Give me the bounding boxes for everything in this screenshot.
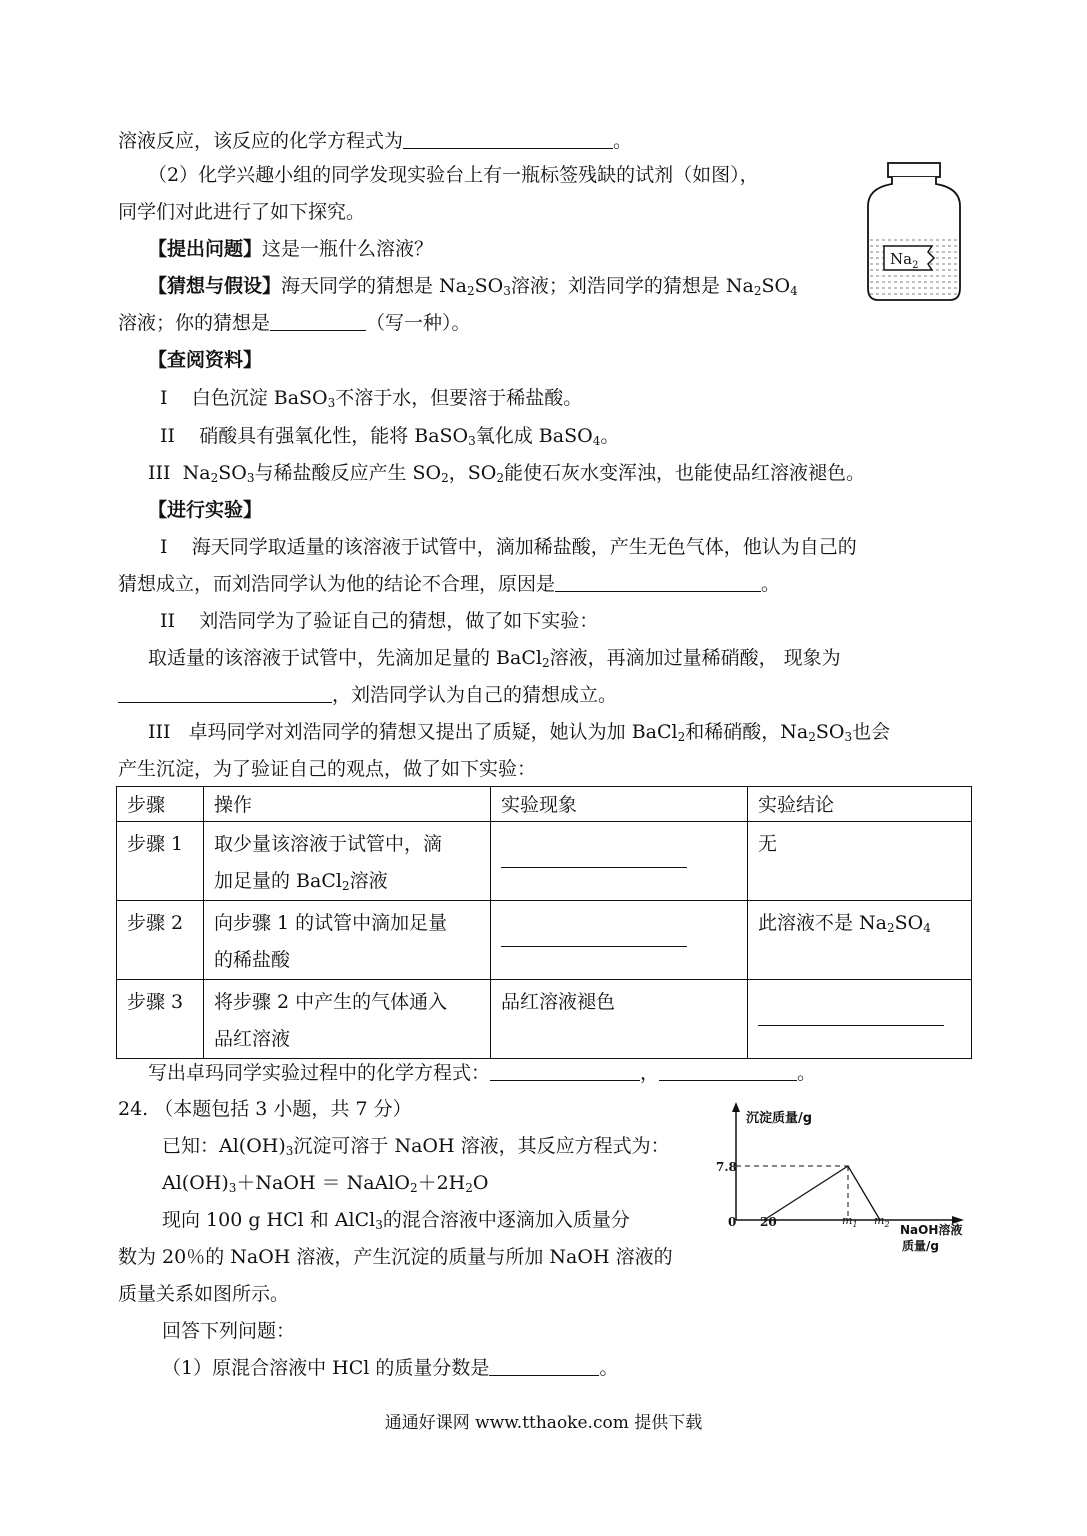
line-23: 现向 100 g HCl 和 AlCl$_3$的混合溶液中逐滴加入质量分 <box>162 1209 630 1232</box>
step-cell: 步骤 3 <box>117 980 204 1059</box>
answer-blank[interactable] <box>489 1357 599 1376</box>
table-row <box>117 901 972 980</box>
footer-credit: 通通好课网 www.tthaoke.com 提供下载 <box>384 1413 703 1433</box>
bottle-body <box>868 177 960 300</box>
x-tick-label-m1: $m_1$ <box>842 1214 858 1229</box>
answer-blank[interactable] <box>403 130 613 149</box>
x-axis-label-line2: 质量/g <box>902 1239 939 1253</box>
x-tick-label-m2: $m_2$ <box>874 1214 890 1229</box>
line-2: （2）化学兴趣小组的同学发现实验台上有一瓶标签残缺的试剂（如图）， <box>148 164 759 186</box>
result-cell[interactable] <box>491 822 748 901</box>
answer-blank[interactable] <box>555 573 761 592</box>
step-cell: 步骤 1 <box>117 822 204 901</box>
conclusion-cell: 此溶液不是 $Na_2SO_4$ <box>748 901 972 980</box>
table-header: 操作 <box>204 787 491 822</box>
y-axis-arrow <box>732 1102 740 1112</box>
line-6: 溶液；你的猜想是 （写一种）。 <box>118 312 471 334</box>
bottle-label-text: $Na_2$ <box>890 250 919 271</box>
line-exp-2: II 刘浩同学为了验证自己的猜想，做了如下实验： <box>160 610 599 632</box>
line-15: 取适量的该溶液于试管中，先滴加足量的 BaCl$_2$溶液，再滴加过量稀硝酸， 现象为 <box>148 647 841 670</box>
operation-cell: 取少量该溶液于试管中，滴 加足量的 BaCl$_2$溶液 <box>204 822 491 901</box>
y-axis-label: 沉淀质量/g <box>746 1111 813 1126</box>
line-25: 质量关系如图所示。 <box>118 1283 290 1305</box>
answer-blank[interactable] <box>490 1062 640 1081</box>
y-tick-label: 7.8 <box>716 1160 737 1174</box>
table-row <box>117 822 972 901</box>
line-21: 已知：$Al(OH)_3$沉淀可溶于 NaOH 溶液，其反应方程式为： <box>162 1135 670 1158</box>
line-13: 猜想成立，而刘浩同学认为他的结论不合理，原因是 。 <box>118 573 781 595</box>
line-3: 同学们对此进行了如下探究。 <box>118 201 366 223</box>
x-tick-label-20: 20 <box>760 1215 777 1229</box>
table-header: 步骤 <box>117 787 204 822</box>
answer-blank[interactable] <box>659 1062 797 1081</box>
line-26: 回答下列问题： <box>162 1320 296 1342</box>
operation-cell: 将步骤 2 中产生的气体通入 品红溶液 <box>204 980 491 1059</box>
line-ref-3: III $Na_2SO_3$与稀盐酸反应产生 $SO_2$，$SO_2$能使石灰水变浑浊，也能使品红溶液褪色。 <box>148 462 865 485</box>
result-cell: 品红溶液褪色 <box>491 980 748 1059</box>
line-19: 写出卓玛同学实验过程中的化学方程式： ， 。 <box>148 1062 817 1084</box>
question-24-title: 24. （本题包括 3 小题，共 7 分） <box>118 1098 412 1120</box>
line-experiment-head: 【进行实验】 <box>148 499 263 521</box>
x-axis-label-line1: NaOH溶液 <box>900 1223 963 1237</box>
line-exp-3: III 卓玛同学对刘浩同学的猜想又提出了质疑，她认为加 BaCl$_2$和稀硝酸，$Na_2SO_3$也会 <box>148 721 891 744</box>
line-equation: $Al(OH)_3+NaOH$ ＝ $NaAlO_2+2H_2O$ <box>162 1172 489 1195</box>
table-header: 实验结论 <box>748 787 972 822</box>
line-ref-2: II 硝酸具有强氧化性，能将 BaSO$_3$氧化成 BaSO$_4$。 <box>160 425 620 448</box>
line-18: 产生沉淀，为了验证自己的观点，做了如下实验： <box>118 758 537 780</box>
precipitate-curve <box>764 1166 880 1220</box>
answer-blank[interactable] <box>270 312 366 331</box>
table-header-row <box>117 787 972 822</box>
line-1: 溶液反应，该反应的化学方程式为 。 <box>118 130 633 152</box>
line-ref-1: I 白色沉淀 BaSO$_3$不溶于水，但要溶于稀盐酸。 <box>160 387 583 410</box>
line-24: 数为 20％的 NaOH 溶液，产生沉淀的质量与所加 NaOH 溶液的 <box>118 1246 673 1268</box>
bottle-cap <box>888 163 940 177</box>
line-question: 【提出问题】这是一瓶什么溶液？ <box>148 238 434 260</box>
line-16: ，刘浩同学认为自己的猜想成立。 <box>118 682 617 708</box>
precipitate-mass-graph <box>712 1098 968 1268</box>
reagent-bottle-illustration <box>862 160 966 306</box>
conclusion-cell: 无 <box>748 822 972 901</box>
line-references-head: 【查阅资料】 <box>148 349 263 371</box>
line-27: （1）原混合溶液中 HCl 的质量分数是 。 <box>162 1357 619 1379</box>
operation-cell: 向步骤 1 的试管中滴加足量 的稀盐酸 <box>204 901 491 980</box>
table-row <box>117 980 972 1059</box>
origin-label: 0 <box>728 1215 737 1229</box>
result-cell[interactable] <box>491 901 748 980</box>
conclusion-cell[interactable] <box>748 980 972 1059</box>
line-hypothesis: 【猜想与假设】海天同学的猜想是 $Na_2SO_3$溶液；刘浩同学的猜想是 $Na_2SO_4$ <box>148 275 798 298</box>
table-header: 实验现象 <box>491 787 748 822</box>
step-cell: 步骤 2 <box>117 901 204 980</box>
answer-blank[interactable] <box>118 684 332 703</box>
line-exp-1: I 海天同学取适量的该溶液于试管中，滴加稀盐酸，产生无色气体，他认为自己的 <box>160 536 857 558</box>
experiment-table <box>116 786 972 1059</box>
